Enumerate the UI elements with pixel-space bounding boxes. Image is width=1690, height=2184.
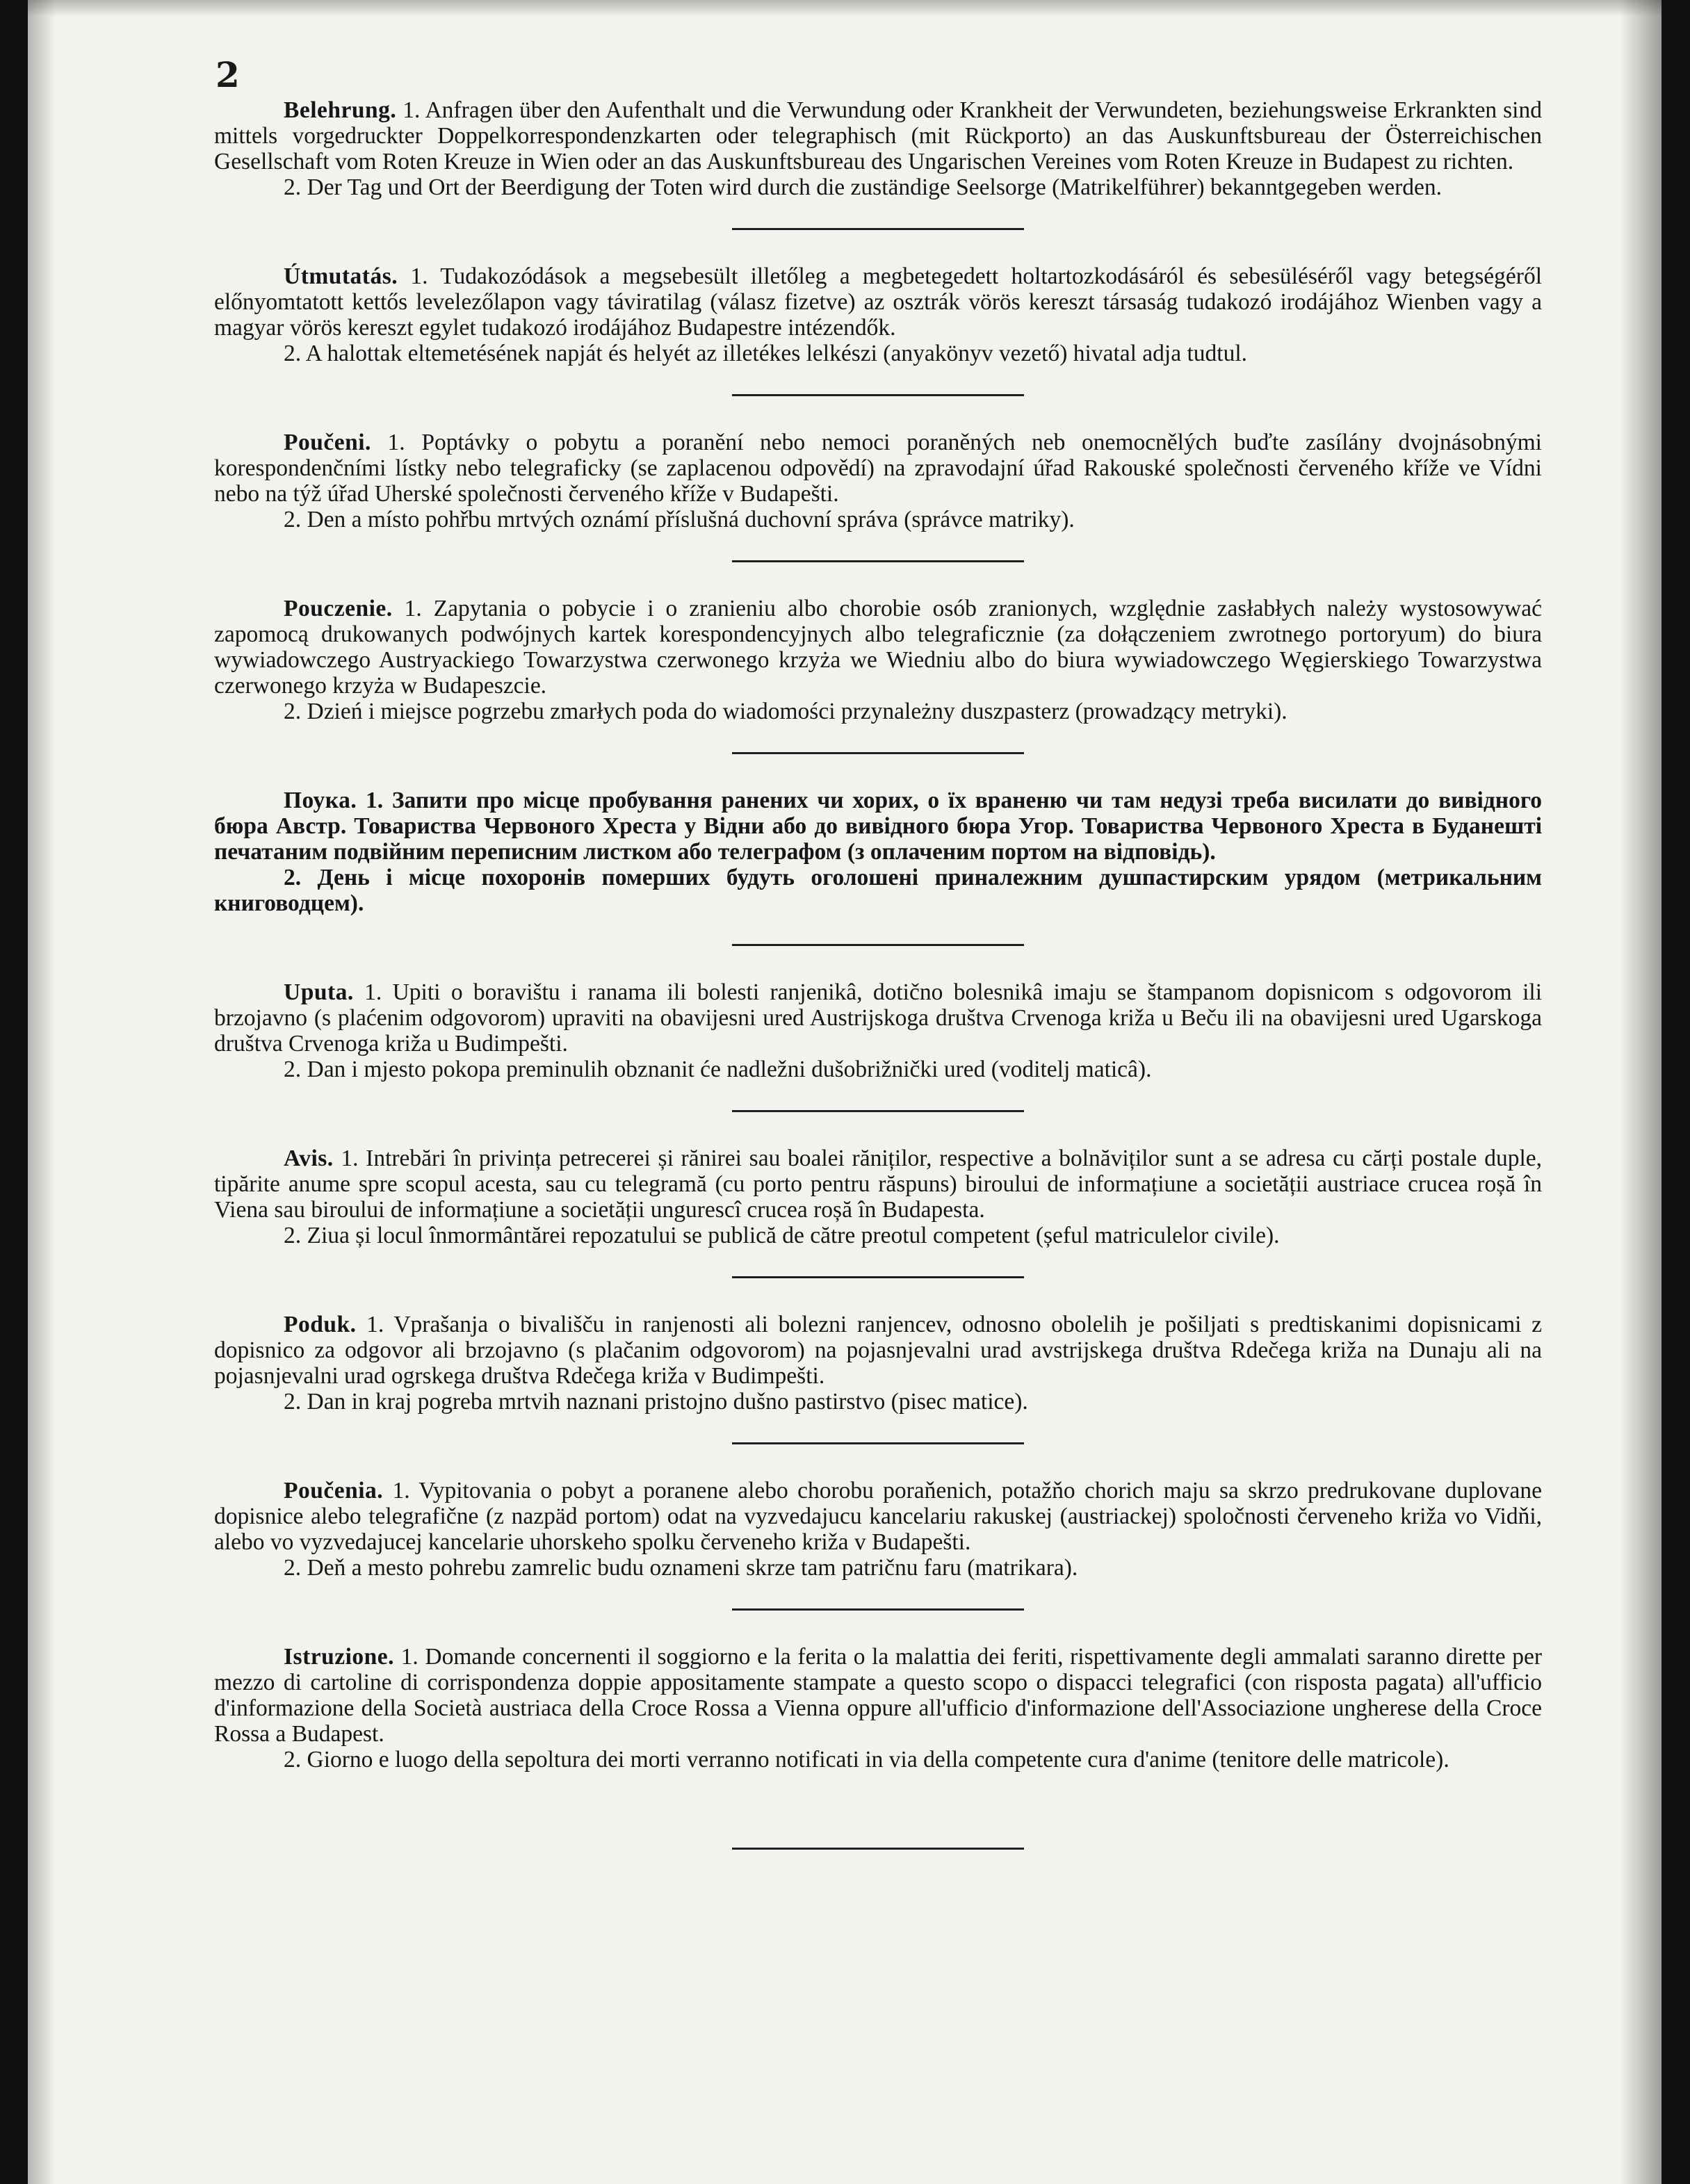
paragraph-2: 2. Deň a mesto pohrebu zamrelic budu oznameni skrze tam patričnu faru (matrikara). [284,1555,1078,1581]
section-hungarian [214,263,1542,396]
paragraph-text: 1. Vprašanja o bivališču in ranjenosti ali bolezni ranjencev, odnosno obolelih je pošiljati s predtiskanimi dopisnicami z dopisnico za odgovor ali brzojavno (s plačanim odgovorom) na pojasnjevalni urad avstrijskega društva Rdečega križa na Dunaju ali na pojasnjevalni urad ogrskega društva Rdečega križa v Budimpešti. [214,1312,1542,1389]
section-divider [732,752,1024,754]
section-heading: Belehrung. [284,97,397,123]
paragraph-1 [214,1146,1542,1223]
paragraph-2: 2. Dzień i miejsce pogrzebu zmarłych poda do wiadomości przynależny duszpasterz (prowadzący metryki). [284,699,1287,724]
section-divider [732,944,1024,946]
section-heading: Útmutatás. [284,263,398,289]
paragraph-2: 2. Der Tag und Ort der Beerdigung der Toten wird durch die zuständige Seelsorge (Matrikelführer) bekanntgegeben werden. [284,174,1443,200]
paragraph-2: 2. Dan i mjesto pokopa preminulih obznanit će nadležni dušobrižnički ured (voditelj maticâ). [284,1057,1152,1082]
paragraph-1 [214,788,1542,865]
document-page [28,0,1661,2184]
paragraph-text: 1. Tudakozódások a megsebesült illetőleg a megbetegedett holtartozkodásáról és sebesüléséről vagy betegségéről előnyomtatott kettős levelezőlapon vagy táviratilag (válasz fizetve) az osztrák vörös kereszt társaság tudakozó irodájához Wienben vagy a magyar vörös kereszt egylet tudakozó irodájához Budapestre intézendők. [214,263,1542,341]
paragraph-text: 1. Intrebări în privința petrecerei și rănirei sau boalei răniților, respective a bolnăviților sunt a se adresa cu cărți postale duple, tipărite anume spre scopul acesta, sau cu telegramă (cu porto pentru răspuns) biroului de informațiune a societății austriace crucea roșă în Viena sau biroului de informațiune a societății ungurescî crucea roșă în Budapesta. [214,1146,1542,1223]
paragraph-text: 1. Upiti o boravištu i ranama ili bolesti ranjenikâ, dotično bolesnikâ imaju se štampanom dopisnicom s odgovorom ili brzojavno (s plaćenim odgovorom) upraviti na obavijesni ured Austrijskoga društva Crvenoga križa u Beču ili na obavijesni ured Ugarskoga društva Crvenoga križa u Budimpešti. [214,979,1542,1057]
section-heading: Poučeni. [284,430,371,455]
scan-shadow-left [28,0,56,2184]
scan-shadow-top [28,0,1661,17]
paragraph-1 [214,430,1542,507]
paragraph-2: 2. День і місце похоронів померших будуть оголошені приналежним душпастирским урядом (метрикальним книговодцем). [214,865,1542,916]
paragraph-text: 1. Zapytania o pobycie i o zranieniu albo chorobie osób zranionych, względnie zasłabłych należy wystosowywać zapomocą drukowanych podwójnych kartek korespondencyjnych albo telegraficznie (za dołączeniem zwrotnego portoryum) do biura wywiadowczego Austryackiego Towarzystwa czerwonego krzyża we Wiedniu albo do biura wywiadowczego Węgierskiego Towarzystwa czerwonego krzyża w Budapeszcie. [214,596,1542,699]
section-czech [214,430,1542,562]
section-heading: Uputa. [284,979,354,1005]
paragraph-text: 1. Anfragen über den Aufenthalt und die Verwundung oder Krankheit der Verwundeten, beziehungsweise Erkrankten sind mittels vorgedruckter Doppelkorrespondenzkarten oder telegraphisch (mit Rückporto) an das Auskunftsbureau der Österreichischen Gesellschaft vom Roten Kreuze in Wien oder an das Auskunftsbureau des Ungarischen Vereines vom Roten Kreuze in Budapest zu richten. [214,97,1542,174]
paragraph-1 [214,1478,1542,1555]
section-heading: Poučenia. [284,1478,384,1503]
section-heading: Pouczenie. [284,596,393,621]
section-divider [732,1110,1024,1112]
section-slovene [214,1312,1542,1444]
scan-shadow-right [1620,0,1661,2184]
paragraph-2: 2. Dan in kraj pogreba mrtvih naznani pristojno dušno pastirstvo (pisec matice). [284,1389,1028,1415]
final-divider [732,1848,1024,1850]
paragraph-1 [214,1312,1542,1389]
section-ukrainian [214,788,1542,946]
section-divider [732,394,1024,396]
paragraph-2: 2. Ziua și locul înmormântărei repozatului se publică de către preotul competent (șeful matriculelor civile). [284,1223,1280,1248]
section-italian [214,1644,1542,1850]
paragraph-2: 2. A halottak eltemetésének napját és helyét az illetékes lelkészi (anyakönyv vezető) hivatal adja tudtul. [284,341,1248,366]
section-heading: Поука. [284,788,357,813]
paragraph-text: 1. Запити про місце пробування ранених чи хорих, о їх враненю чи там недузі треба висилати до вивідного бюра Австр. Товариства Червоного Хреста у Відни або до вивідного бюра Угор. Товариства Червоного Хреста в Буданешті печатаним подвійним переписним листком або телеграфом (з оплаченим портом на відповідь). [214,788,1542,865]
paragraph-1 [214,263,1542,341]
section-divider [732,1608,1024,1611]
section-romanian [214,1146,1542,1278]
section-heading: Avis. [284,1146,334,1171]
section-divider [732,1442,1024,1444]
paragraph-2: 2. Giorno e luogo della sepoltura dei morti verranno notificati in via della competente cura d'anime (tenitore delle matricole). [284,1747,1449,1773]
section-divider [732,1276,1024,1278]
paragraph-1 [214,596,1542,699]
paragraph-text: 1. Poptávky o pobytu a poranění nebo nemoci poraněných neb onemocnělých buďte zasílány dvojnásobnými korespondenčními lístky nebo telegraficky (se zaplacenou odpovědí) na zpravodajní úřad Rakouské společnosti červeného kříže ve Vídni nebo na týž úřad Uherské společnosti červeného kříže v Budapešti. [214,430,1542,507]
paragraph-1 [214,979,1542,1057]
section-polish [214,596,1542,754]
paragraph-1 [214,97,1542,174]
section-slovak [214,1478,1542,1611]
page-number: 2 [216,54,240,95]
paragraph-text: 1. Vypitovania o pobyt a poranene alebo chorobu poraňenich, potažňo chorich maju sa skrzo predrukovane duplovane dopisnice alebo telegrafične (z nazpäd portom) odat na vyzvedajucu kancelariu rakuskej (austriackej) spoločnosti červeneho križa vo Vidňi, alebo vo vyzvedajucej kancelarie uhorskeho spolku červeneho križa v Budapešti. [214,1478,1542,1555]
section-heading: Poduk. [284,1312,357,1337]
section-german [214,97,1542,230]
section-divider [732,228,1024,230]
paragraph-2: 2. Den a místo pohřbu mrtvých oznámí příslušná duchovní správa (správce matriky). [284,507,1075,532]
section-divider [732,560,1024,562]
paragraph-1 [214,1644,1542,1747]
instructions-body [214,97,1542,1850]
section-heading: Istruzione. [284,1644,395,1670]
paragraph-text: 1. Domande concernenti il soggiorno e la ferita o la malattia dei feriti, rispettivamente degli ammalati saranno dirette per mezzo di cartoline di corrispondenza doppie appositamente stampate a questo scopo o dispacci telegrafici (con risposta pagata) all'ufficio d'informazione della Società austriaca della Croce Rossa a Vienna oppure all'ufficio d'informazione dell'Associazione ungherese della Croce Rossa a Budapest. [214,1644,1542,1747]
section-croatian [214,979,1542,1112]
